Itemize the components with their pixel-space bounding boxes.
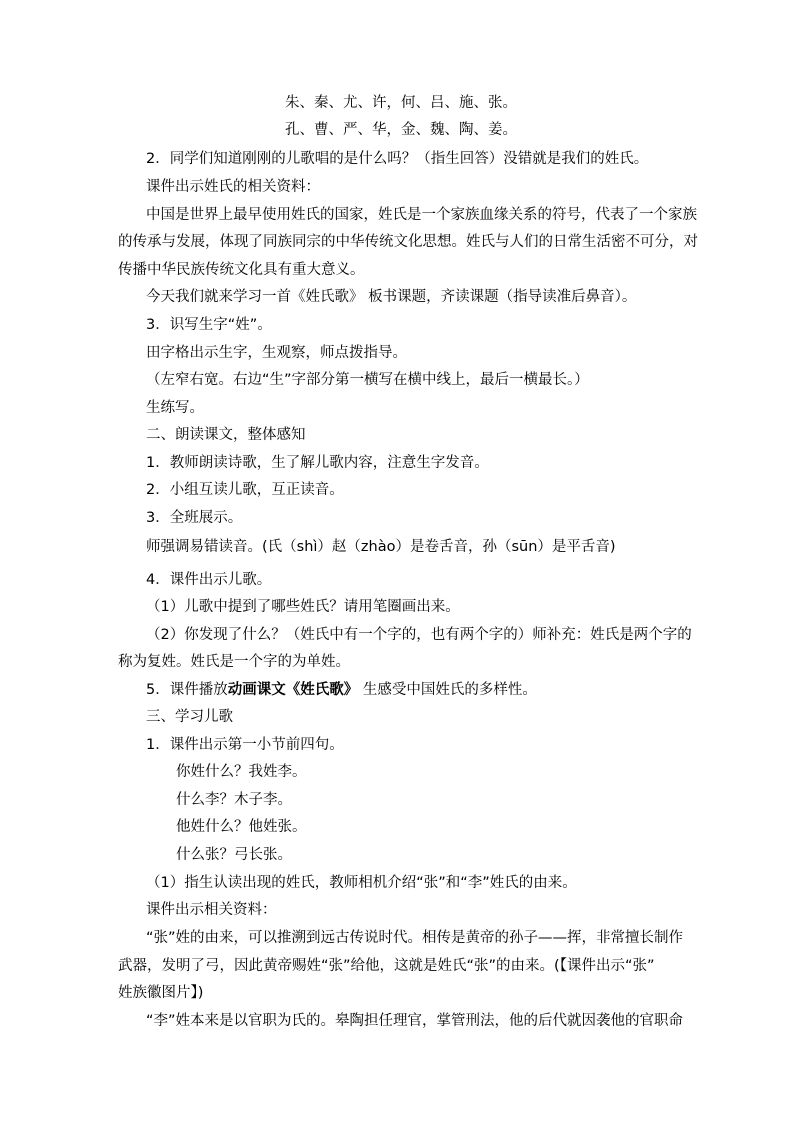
paragraph: 2．小组互读儿歌，互正读音。 (146, 482, 344, 498)
paragraph: 课件出示相关资料： (146, 902, 277, 918)
poem-line: 什么张？弓长张。 (176, 847, 292, 863)
paragraph: 1．课件出示第一小节前四句。 (146, 737, 344, 753)
paragraph: 2．同学们知道刚刚的儿歌唱的是什么吗？（指生回答）没错就是我们的姓氏。 (146, 151, 649, 167)
poem-line-2: 孔、曹、严、华，金、魏、陶、姜。 (285, 122, 517, 138)
poem-line: 什么李？木子李。 (176, 792, 292, 808)
poem-line: 他姓什么？他姓张。 (176, 819, 307, 835)
text-run: 生感受中国姓氏的多样性。 (358, 682, 537, 698)
paragraph: 姓族徽图片】) (118, 985, 204, 1001)
paragraph: “张”姓的由来，可以推溯到远古传说时代。相传是黄帝的孙子——挥，非常擅长制作 (146, 930, 684, 946)
paragraph: 武器，发明了弓，因此黄帝赐姓“张”给他，这就是姓氏“张”的由来。(【课件出示“张” (118, 958, 655, 974)
paragraph: 课件出示姓氏的相关资料： (146, 179, 320, 195)
paragraph (146, 680, 537, 700)
bold-link-text: 动画课文《姓氏歌》 (227, 682, 359, 698)
section-heading: 二、朗读课文，整体感知 (146, 427, 306, 443)
paragraph: （左窄右宽。右边“生”字部分第一横写在横中线上，最后一横最长。） (146, 372, 589, 388)
paragraph: 的传承与发展，体现了同族同宗的中华传统文化思想。姓氏与人们的日常生活密不可分，对 (118, 234, 698, 250)
paragraph: （2）你发现了什么？（姓氏中有一个字的，也有两个字的）师补充：姓氏是两个字的 (146, 627, 692, 643)
paragraph: 传播中华民族传统文化具有重大意义。 (118, 262, 365, 278)
section-heading: 三、学习儿歌 (146, 709, 233, 725)
paragraph: 田字格出示生字，生观察，师点拨指导。 (146, 345, 407, 361)
paragraph: 3．识写生字“姓”。 (146, 317, 272, 333)
text-run: 5．课件播放 (146, 682, 228, 698)
paragraph: 称为复姓。姓氏是一个字的为单姓。 (118, 654, 350, 670)
poem-line-1: 朱、秦、尤、许，何、吕、施、张。 (285, 95, 517, 111)
paragraph: “李”姓本来是以官职为氏的。皋陶担任理官，掌管刑法，他的后代就因袭他的官职命 (146, 1013, 684, 1029)
paragraph: 生练写。 (146, 400, 204, 416)
poem-line: 你姓什么？我姓李。 (176, 764, 307, 780)
paragraph: 中国是世界上最早使用姓氏的国家，姓氏是一个家族血缘关系的符号，代表了一个家族 (146, 207, 697, 223)
paragraph: 1．教师朗读诗歌，生了解儿歌内容，注意生字发音。 (146, 455, 489, 471)
paragraph: （1）指生认读出现的姓氏，教师相机介绍“张”和“李”姓氏的由来。 (146, 875, 577, 891)
paragraph: （1）儿歌中提到了哪些姓氏？请用笔圈画出来。 (146, 599, 460, 615)
paragraph: 4．课件出示儿歌。 (146, 572, 272, 588)
paragraph: 今天我们就来学习一首《姓氏歌》 板书课题，齐读课题（指导读准后鼻音）。 (146, 289, 637, 305)
paragraph: 3．全班展示。 (146, 510, 243, 526)
paragraph: 师强调易错读音。(氏（shì）赵（zhào）是卷舌音，孙（sūn）是平舌音) (146, 539, 616, 555)
